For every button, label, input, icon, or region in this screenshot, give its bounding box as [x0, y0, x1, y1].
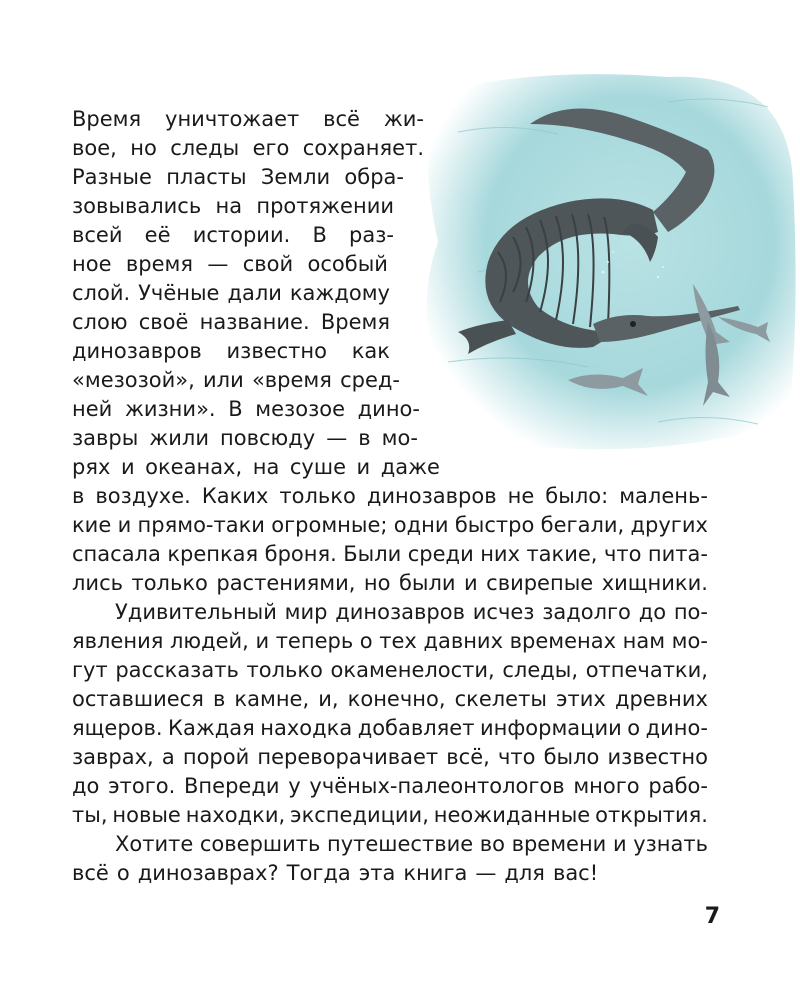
text-line-27: всё о динозаврах? Тогда эта книга — для вас! [72, 861, 599, 885]
text-line-18: Удивительный мир динозавров исчез задолго до по- [115, 600, 708, 624]
text-line-11: ней жизни». В мезозое дино- [72, 397, 420, 421]
text-line-19: явления людей, и теперь о тех давних временах нам мо- [72, 629, 708, 653]
text-line-1: Время уничтожает всё жи- [72, 107, 424, 131]
text-line-8: слою своё название. Время [72, 310, 390, 334]
text-line-21: оставшиеся в камне, и, конечно, скелеты этих древних [72, 687, 708, 711]
text-line-7: слой. Учёные дали каждому [72, 281, 390, 305]
text-line-23: заврах, а порой переворачивает всё, что было известно [72, 745, 708, 769]
text-line-16: спасала крепкая броня. Были среди них такие, что пита- [72, 542, 708, 566]
text-line-13: рях и океанах, на суше и даже [72, 455, 440, 479]
page-number: 7 [704, 904, 720, 929]
text-line-5: всей её истории. В раз- [72, 223, 394, 247]
text-line-26: Хотите совершить путешествие во времени и узнать [115, 832, 708, 856]
text-line-4: зовывались на протяжении [72, 194, 394, 218]
text-line-17: лись только растениями, но были и свирепые хищники. [72, 571, 708, 595]
text-line-6: ное время — свой особый [72, 252, 388, 276]
text-line-20: гут рассказать только окаменелости, следы, отпечатки, [72, 658, 708, 682]
text-line-25: ты, новые находки, экспедиции, неожиданные открытия. [72, 803, 708, 827]
text-line-12: завры жили повсюду — в мо- [72, 426, 418, 450]
text-line-14: в воздухе. Каких только динозавров не было: малень- [72, 484, 708, 508]
sea-reptile-illustration [418, 62, 800, 460]
text-line-15: кие и прямо-таки огромные; одни быстро бегали, других [72, 513, 708, 537]
text-line-24: до этого. Впереди у учёных-палеонтологов много рабо- [72, 774, 708, 798]
text-line-2: вое, но следы его сохраняет. [72, 136, 424, 160]
text-line-22: ящеров. Каждая находка добавляет информации о дино- [72, 716, 708, 740]
text-line-10: «мезозой», или «время сред- [72, 368, 400, 392]
text-line-3: Разные пласты Земли обра- [72, 165, 404, 189]
text-line-9: динозавров известно как [72, 339, 390, 363]
